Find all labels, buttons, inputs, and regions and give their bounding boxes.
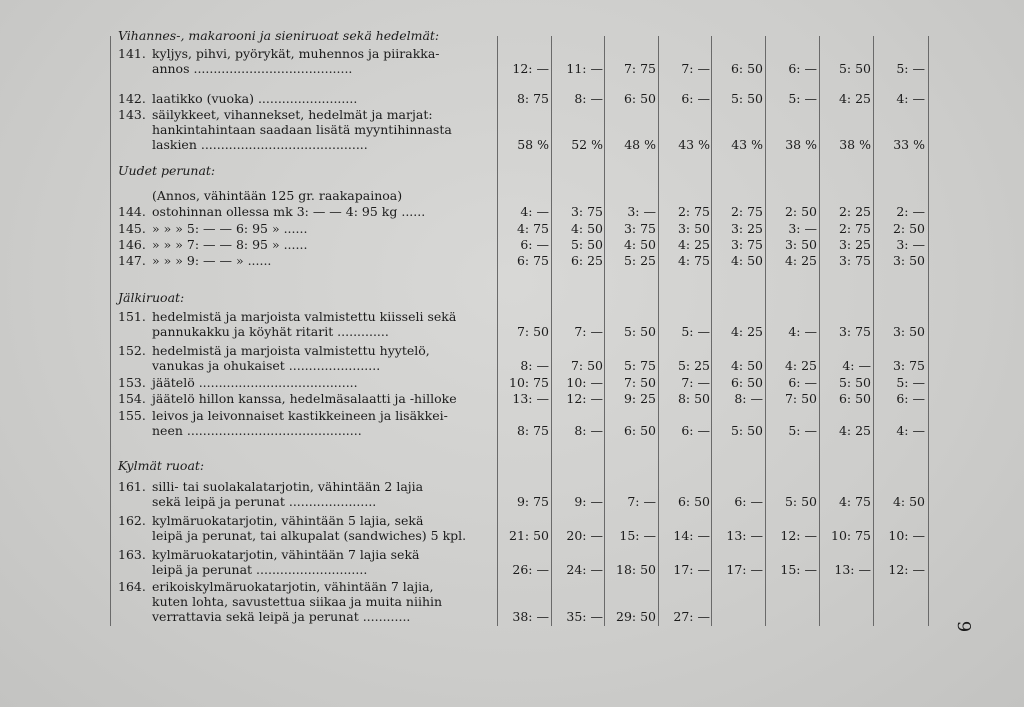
row-number: 152. [118, 343, 146, 358]
price-cell: 3: 25 [730, 221, 763, 236]
price-cell: 7: 50 [623, 375, 656, 390]
row-description: jäätelö hillon kanssa, hedelmäsalaatti ja -hilloke [152, 391, 457, 406]
price-cell: 7: — [681, 375, 710, 390]
row-text [118, 562, 367, 578]
price-cell: 6: 25 [570, 253, 603, 268]
row-description: » » » 9: — — » ...... [152, 253, 272, 268]
row-text [118, 188, 402, 204]
price-cell: 3: — [788, 221, 817, 236]
price-cell: 13: — [834, 562, 871, 577]
price-cell: 6: 50 [623, 423, 656, 438]
row-description: leivos ja leivonnaiset kastikkeineen ja lisäkkei- [152, 408, 448, 423]
price-cell: 2: 75 [730, 204, 763, 219]
price-cell: 6: — [681, 91, 710, 106]
row-number: 144. [118, 204, 146, 219]
row-text [118, 609, 410, 625]
price-cell: 38 % [785, 137, 817, 152]
row-text [118, 253, 271, 269]
row-text [118, 107, 433, 123]
price-cell: 6: — [788, 375, 817, 390]
row-description: pannukakku ja köyhät ritarit ............. [152, 324, 389, 339]
price-cell: 4: 50 [730, 358, 763, 373]
row-text [118, 479, 423, 495]
row-description: kyljys, pihvi, pyörykät, muhennos ja piirakka- [152, 46, 440, 61]
column-rule [928, 36, 929, 626]
price-cell: 4: — [896, 423, 925, 438]
price-cell: 5: 50 [730, 91, 763, 106]
price-cell: 48 % [624, 137, 656, 152]
price-cell: 5: 50 [623, 324, 656, 339]
price-cell: 10: 75 [831, 528, 871, 543]
price-cell: 2: 75 [677, 204, 710, 219]
price-cell: 5: — [896, 61, 925, 76]
row-description: kylmäruokatarjotin, vähintään 7 lajia sekä [152, 547, 420, 562]
price-cell: 29: 50 [616, 609, 656, 624]
price-cell: 6: — [788, 61, 817, 76]
row-description: laskien .......................................... [152, 137, 368, 152]
row-description: hedelmistä ja marjoista valmistettu kiisseli sekä [152, 309, 457, 324]
price-cell: 9: 75 [516, 494, 549, 509]
price-cell: 4: 25 [784, 358, 817, 373]
row-text [118, 204, 425, 220]
price-cell: 3: 75 [838, 324, 871, 339]
row-text [118, 423, 362, 439]
price-cell: 4: 75 [838, 494, 871, 509]
price-cell: 35: — [566, 609, 603, 624]
price-cell: 4: — [896, 91, 925, 106]
price-cell: 9: — [574, 494, 603, 509]
price-cell: 4: — [520, 204, 549, 219]
price-cell: 5: — [896, 375, 925, 390]
price-cell: 12: — [566, 391, 603, 406]
price-cell: 4: — [788, 324, 817, 339]
price-cell: 8: — [734, 391, 763, 406]
row-text [118, 221, 307, 237]
price-cell: 8: 75 [516, 423, 549, 438]
price-cell: 4: 25 [677, 237, 710, 252]
price-cell: 3: 50 [892, 253, 925, 268]
column-rule [110, 36, 111, 626]
price-cell: 2: 50 [892, 221, 925, 236]
price-cell: 7: 50 [570, 358, 603, 373]
price-cell: 6: 50 [838, 391, 871, 406]
row-text [118, 547, 419, 563]
row-description: vanukas ja ohukaiset ....................... [152, 358, 381, 373]
price-cell: 2: — [896, 204, 925, 219]
price-cell: 4: 25 [838, 91, 871, 106]
price-cell: 6: — [520, 237, 549, 252]
price-cell: 5: 50 [838, 61, 871, 76]
row-description: ostohinnan ollessa mk 3: — — 4: 95 kg ...... [152, 204, 426, 219]
price-cell: 3: 50 [677, 221, 710, 236]
price-cell: 9: 25 [623, 391, 656, 406]
price-cell: 4: 25 [838, 423, 871, 438]
price-cell: 12: — [888, 562, 925, 577]
price-cell: 7: 75 [623, 61, 656, 76]
row-text [118, 122, 452, 138]
price-cell: 10: 75 [509, 375, 549, 390]
price-cell: 3: 50 [892, 324, 925, 339]
row-description: säilykkeet, vihannekset, hedelmät ja marjat: [152, 107, 433, 122]
price-cell: 12: — [512, 61, 549, 76]
price-cell: 7: — [627, 494, 656, 509]
price-cell: 6: — [681, 423, 710, 438]
row-text [118, 579, 434, 595]
price-cell: 3: 75 [570, 204, 603, 219]
row-text [118, 309, 456, 325]
row-description: annos ........................................ [152, 61, 353, 76]
section-heading: Vihannes-, makarooni ja sieniruoat sekä hedelmät: [118, 28, 440, 43]
row-description: (Annos, vähintään 125 gr. raakapainoa) [152, 188, 403, 203]
price-cell: 11: — [566, 61, 603, 76]
row-description: » » » 5: — — 6: 95 » ...... [152, 221, 308, 236]
row-text [118, 391, 457, 407]
row-description: verrattavia sekä leipä ja perunat ............ [152, 609, 411, 624]
row-description: silli- tai suolakalatarjotin, vähintään 2 lajia [152, 479, 424, 494]
price-cell: 26: — [512, 562, 549, 577]
price-cell: 5: — [788, 91, 817, 106]
row-description: leipä ja perunat ............................ [152, 562, 368, 577]
price-cell: 4: 75 [677, 253, 710, 268]
row-number: 164. [118, 579, 146, 594]
page-number: 9 [953, 620, 975, 633]
price-cell: 17: — [673, 562, 710, 577]
price-cell: 38: — [512, 609, 549, 624]
price-cell: 8: — [520, 358, 549, 373]
price-cell: 4: 50 [570, 221, 603, 236]
price-cell: 14: — [673, 528, 710, 543]
row-text [118, 594, 442, 610]
price-cell: 7: — [574, 324, 603, 339]
price-cell: 6: — [896, 391, 925, 406]
row-text [118, 375, 358, 391]
price-cell: 8: 50 [677, 391, 710, 406]
price-cell: 8: — [574, 423, 603, 438]
price-cell: 15: — [780, 562, 817, 577]
price-cell: 4: 25 [784, 253, 817, 268]
row-description: laatikko (vuoka) ......................... [152, 91, 358, 106]
row-number: 143. [118, 107, 146, 122]
row-number: 162. [118, 513, 146, 528]
price-cell: 4: 50 [623, 237, 656, 252]
price-cell: 2: 50 [784, 204, 817, 219]
price-cell: 18: 50 [616, 562, 656, 577]
row-description: jäätelö ........................................ [152, 375, 358, 390]
section-heading: Uudet perunat: [118, 163, 216, 178]
row-text [118, 343, 430, 359]
price-cell: 38 % [839, 137, 871, 152]
price-cell: 4: 50 [892, 494, 925, 509]
price-cell: 4: 25 [730, 324, 763, 339]
price-cell: 3: 75 [838, 253, 871, 268]
row-description: » » » 7: — — 8: 95 » ...... [152, 237, 308, 252]
price-cell: 3: — [627, 204, 656, 219]
row-text [118, 513, 423, 529]
row-number: 151. [118, 309, 146, 324]
row-text [118, 46, 440, 62]
row-description: kuten lohta, savustettua siikaa ja muita niihin [152, 594, 443, 609]
price-cell: 5: 50 [570, 237, 603, 252]
price-cell: 13: — [726, 528, 763, 543]
row-text [118, 358, 380, 374]
price-cell: 5: — [788, 423, 817, 438]
price-cell: 5: 50 [784, 494, 817, 509]
row-text [118, 137, 368, 153]
price-cell: 27: — [673, 609, 710, 624]
row-text [118, 528, 466, 544]
row-text [118, 61, 352, 77]
price-cell: 21: 50 [509, 528, 549, 543]
price-cell: 3: 25 [838, 237, 871, 252]
row-text [118, 324, 389, 340]
row-number: 147. [118, 253, 146, 268]
row-number: 153. [118, 375, 146, 390]
price-cell: 10: — [566, 375, 603, 390]
price-cell: 6: — [734, 494, 763, 509]
price-cell: 12: — [780, 528, 817, 543]
row-number: 141. [118, 46, 146, 61]
price-cell: 6: 50 [730, 375, 763, 390]
price-cell: 17: — [726, 562, 763, 577]
row-description: neen ............................................ [152, 423, 362, 438]
row-number: 154. [118, 391, 146, 406]
section-heading: Jälkiruoat: [118, 290, 185, 305]
price-cell: 4: 50 [730, 253, 763, 268]
price-cell: 6: 75 [516, 253, 549, 268]
row-number: 142. [118, 91, 146, 106]
price-cell: 6: 50 [730, 61, 763, 76]
price-cell: 58 % [517, 137, 549, 152]
price-cell: 20: — [566, 528, 603, 543]
price-cell: 24: — [566, 562, 603, 577]
price-cell: 3: 75 [623, 221, 656, 236]
price-cell: 6: 50 [677, 494, 710, 509]
price-cell: 7: 50 [784, 391, 817, 406]
row-description: erikoiskylmäruokatarjotin, vähintään 7 lajia, [152, 579, 434, 594]
price-cell: 5: 25 [623, 253, 656, 268]
price-cell: 10: — [888, 528, 925, 543]
row-description: kylmäruokatarjotin, vähintään 5 lajia, sekä [152, 513, 424, 528]
price-cell: 5: 50 [730, 423, 763, 438]
price-cell: 43 % [731, 137, 763, 152]
section-heading: Kylmät ruoat: [118, 458, 205, 473]
price-cell: 33 % [893, 137, 925, 152]
price-cell: 5: 75 [623, 358, 656, 373]
price-cell: 2: 25 [838, 204, 871, 219]
price-cell: 7: 50 [516, 324, 549, 339]
row-text [118, 494, 376, 510]
price-cell: 52 % [571, 137, 603, 152]
row-description: hedelmistä ja marjoista valmistettu hyytelö, [152, 343, 430, 358]
price-cell: 3: — [896, 237, 925, 252]
row-number: 163. [118, 547, 146, 562]
price-cell: 5: 50 [838, 375, 871, 390]
price-cell: 3: 75 [730, 237, 763, 252]
row-number: 155. [118, 408, 146, 423]
price-cell: 13: — [512, 391, 549, 406]
price-cell: 3: 75 [892, 358, 925, 373]
price-cell: 7: — [681, 61, 710, 76]
row-number: 146. [118, 237, 146, 252]
price-cell: 5: 25 [677, 358, 710, 373]
price-cell: 4: 75 [516, 221, 549, 236]
row-text [118, 237, 307, 253]
row-number: 145. [118, 221, 146, 236]
price-cell: 6: 50 [623, 91, 656, 106]
row-text [118, 408, 448, 424]
price-cell: 4: — [842, 358, 871, 373]
price-cell: 43 % [678, 137, 710, 152]
price-cell: 8: 75 [516, 91, 549, 106]
price-cell: 2: 75 [838, 221, 871, 236]
price-cell: 5: — [681, 324, 710, 339]
row-text [118, 91, 357, 107]
row-number: 161. [118, 479, 146, 494]
row-description: hankintahintaan saadaan lisätä myyntihinnasta [152, 122, 452, 137]
row-description: leipä ja perunat, tai alkupalat (sandwiches) 5 kpl. [152, 528, 467, 543]
price-cell: 8: — [574, 91, 603, 106]
row-description: sekä leipä ja perunat ...................... [152, 494, 377, 509]
price-cell: 15: — [619, 528, 656, 543]
price-cell: 3: 50 [784, 237, 817, 252]
